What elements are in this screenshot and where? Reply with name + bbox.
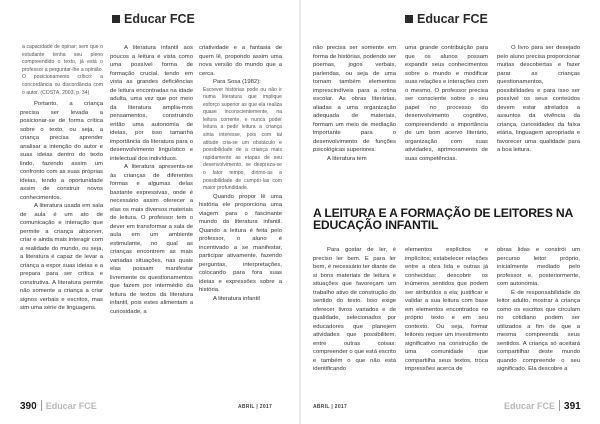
paragraph: A literatura infantil aos poucos a leitura é vista como uma possível forma de formação crucial, tendo em vista as grandes deficiências de leitura encontradas na idade adulta, uma vez que por meio da literatura amplia-mos pensamentos, construindo então uma autonomia de ideias, por isso tamanha importância da literatura para o desenvolvimento linguístico e intelectual dos indivíduos.	[110, 45, 193, 162]
paragraph: elementos explícitos e implícitos; estabelecer relações entre a obra lida e outras já conhecidas; descobrir os inúmeros sentidos que podem ser atribuídos a ela; justificar e validar a sua leitura com base em elementos encontrados no próprio texto e em seu contexto. Ou seja, formar leitores requer um investimento significativo na construção de uma comunidade que compartilha seus textos, troca impressões acerca de	[405, 247, 488, 372]
paragraph: O livro para ser desejado pelo aluno precisa proporcionar muitas descobertas e fazer parar as crianças questionamentos, possibilidades e para isso ser possível os seus conteúdos devem estar atrelados a assuntos da vivência da criança, curiosidades da faixa etária, linguagem apropriada e favorecer uma qualidade para a boa leitura.	[497, 45, 580, 153]
footer-divider	[41, 400, 42, 411]
paragraph: obras lidas e constrói um percurso leitor próprio, inicialmente mediado pelo professor e, posteriormente, com autonomia.	[497, 247, 580, 287]
paragraph: não precisa ser somente em forma de histórias, podendo ser poemas, jogos verbais, parlendas, ou seja de uma tornam também elementos imprescindíveis para a rotina escolar. As obras literárias, aliadas a uma organização adequada de materiais, formam um meio de mediação importante para o desenvolvimento de funções psicológicas superiores.	[313, 45, 396, 153]
paragraph: Para gostar de ler, é preciso ler bem. E para ler bem, é necessário ter diante de si bons materiais de leitura e situações que favoreçam um trabalho ativo de construção do sentido do texto. Isso exige oferecer livros variados e de qualidade, selecionados por educadores que planejem atividades que possibilitem, entre outras coisas: compreender o que está escrito e também o que não está identificando	[313, 247, 396, 372]
paragraph: A literatura usada em sala de aula é um ato de comunicação e interação que permite a criança absorver, criar e ainda mais interagir com a realidade do mundo, ou seja, a literatura é capaz de levar a criança a expor suas ideias e a prepara para ser crítica e construtiva. A literatura permite não somente a criança a criar signos verbais e escritos, mas sim uma série de linguagens.	[20, 203, 103, 312]
paragraph: É de responsabilidade do leitor adulto, mostrar à criança como os escritos que circulam no cotidiano podem ser utilizados a fim de que a mesma compreenda seus sentidos. A criança só aceitará compartilhar deste mundo quando compreende o seu significado. Ela descobre a	[497, 289, 580, 372]
paragraph: A literatura apresenta-se às crianças de diferentes formas e algumas delas bastante expressivas, onde é necessário assim oferecer a elas os mais diversos materiais de leitura. O professor tem o dever em transformar a sala de aula em um ambiente estimulante, no qual as crianças encontrem as mais variadas situações, nas quais elas possam manifestar livremente os questionamentos que fazem por intermédio da leitura de textos da literatura infantil, pois estes alimentam a curiosidade, a	[110, 164, 193, 315]
right-top-column-2	[405, 44, 488, 163]
header-square-icon	[405, 15, 413, 23]
right-top-column-3	[497, 44, 580, 155]
footer-brand: Educar FCE	[504, 401, 556, 411]
paragraph: Para Sosa (1982):	[213, 79, 261, 85]
magazine-header-left	[112, 12, 195, 26]
page-number: 391	[564, 401, 581, 412]
left-column-1	[20, 44, 103, 313]
paragraph: Portanto, a criança precisa ser levada a posicionar-se de forma crítica sobre o texto, ou seja, a criança precisa aprender analisar a intenção do autor e suas ideias dentro do texto lindo, fazendo assim um confronto com as suas próprias ideias, tendo a oportunidade assim de construir novos conhecimentos.	[20, 101, 103, 201]
left-column-2	[110, 44, 193, 316]
footer-brand: Educar FCE	[45, 401, 97, 411]
header-square-icon	[112, 15, 120, 23]
right-bottom-column-3	[497, 246, 580, 374]
right-footer	[504, 400, 581, 414]
section-heading: A LEITURA E A FORMAÇÃO DE LEITORES NA EDUCAÇÃO INFANTIL	[313, 206, 573, 232]
block-quote: Escrever histórias pode ou não ir numa literatura que implique esforço superior as que ela realiza quase inconscientemente, na leitura corrente, e nunca poder leitura a pedir leitura a criança sinta interesse, pois com tal atitude cria-se um obstáculo e possibilidade de a criança mais rapidamente as etapas de seu desenvolvimento, se despreza-se o fator tempo, dirimo-as a possibilidade de cumprir-las com maior profundidade.	[203, 86, 282, 192]
magazine-header-right	[405, 12, 488, 26]
left-column-3	[199, 44, 282, 303]
paragraph: A literatura tem	[327, 155, 367, 162]
magazine-title: Educar FCE	[417, 12, 488, 26]
footer-divider	[559, 400, 560, 411]
right-page	[301, 0, 600, 424]
right-footer-date: ABRIL | 2017	[313, 404, 348, 410]
right-bottom-column-2	[405, 246, 488, 374]
paragraph: A literatura infantil	[213, 295, 260, 302]
right-bottom-column-1	[313, 246, 396, 374]
paragraph: criatividade e a fantasia de quem lê, propondo assim uma nova versão do mundo que a cerca.	[199, 45, 282, 77]
left-footer-date: ABRIL | 2017	[238, 404, 273, 410]
paragraph: Quando propor lê uma história ele proporciona uma viagem para o fascinante mundo da literatura infantil. Quando a leitura é feita pelo professor, o aluno é incentivado a se manifestar, participar ativamente, fazendo perguntas, interpretações, colocando para fora suas ideias e expressões sobre a história.	[199, 193, 282, 294]
left-page	[0, 0, 299, 424]
paragraph: uma grande contribuição para que os alunos possam expandir seus conhecimentos sobre o mundo e modificar suas relações e interações com o mesmo. O professor precisa ser consciente sobre o seu papel no processo do desenvolvimento cognitivo, compreendendo a importância de um bom acervo literário, organização com suas atividades, aprimoramento de suas competências.	[405, 45, 488, 162]
page-number: 390	[20, 401, 37, 412]
magazine-title: Educar FCE	[124, 12, 195, 26]
block-quote: a capacidade de opinar; sem que o estudante tenha seu pleno compreendido o texto, já está o professor a perguntar-lhe a opinião. O posicionamento crítico: a concordância ou discordância com o autor. (COSTA, 2003, p. 34)	[22, 44, 103, 96]
left-footer	[20, 400, 97, 414]
right-top-column-1	[313, 44, 396, 163]
